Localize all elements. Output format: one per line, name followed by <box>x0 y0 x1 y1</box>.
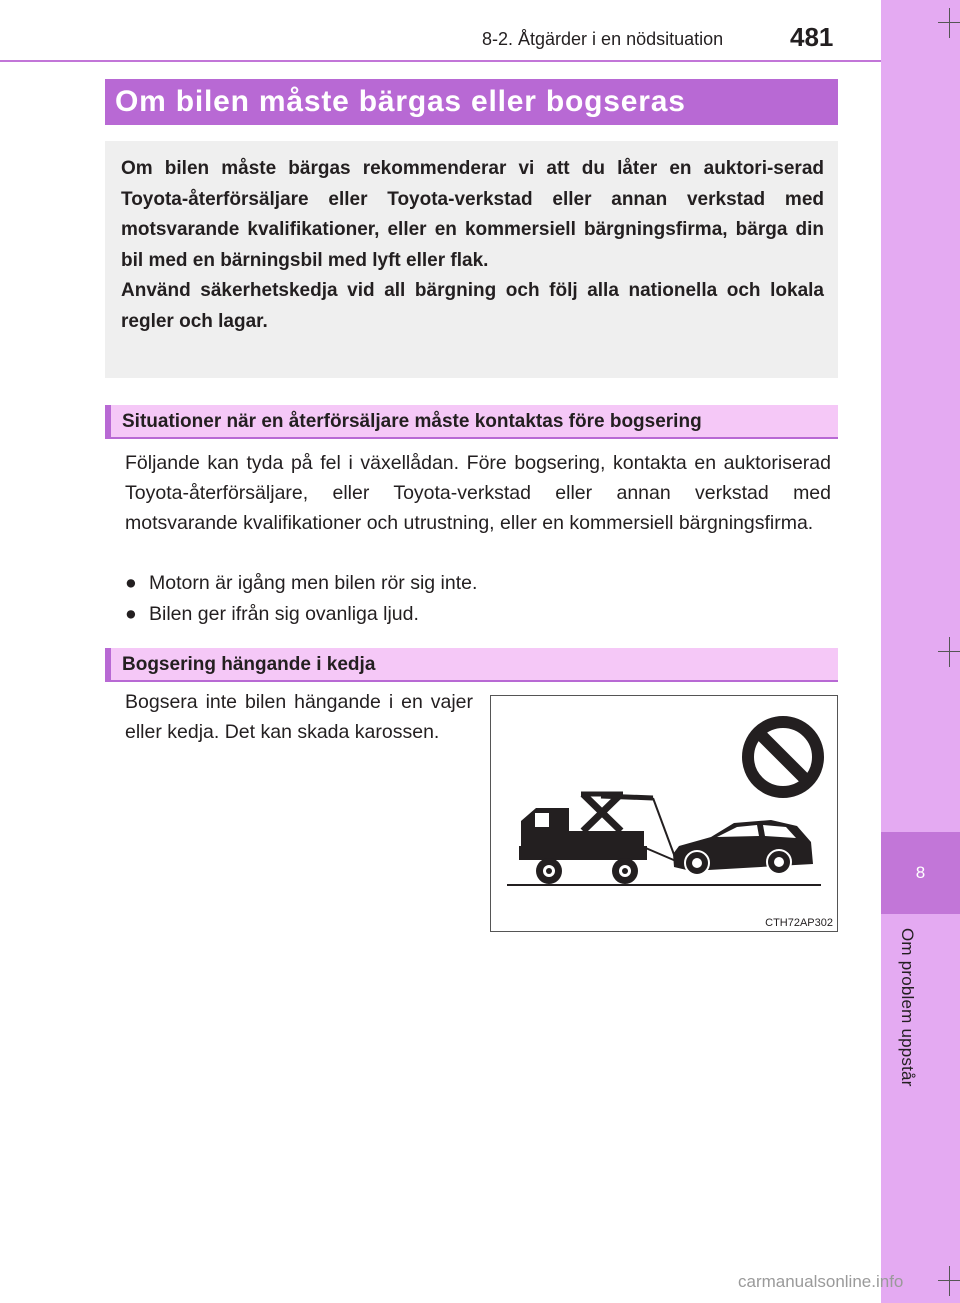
tow-truck-illustration <box>491 696 837 931</box>
car-icon <box>673 820 813 875</box>
bullet-text: Motorn är igång men bilen rör sig inte. <box>149 572 478 594</box>
intro-box <box>105 141 838 378</box>
intro-paragraph-2: Använd säkerhetskedja vid all bärgning och följ alla nationella och lokala regler och lagar. <box>121 280 824 332</box>
running-header-section: 8-2. Åtgärder i en nödsituation <box>482 29 724 49</box>
page-title: Om bilen måste bärgas eller bogseras <box>105 79 838 125</box>
crop-mark <box>949 8 950 38</box>
watermark: carmanualsonline.info <box>738 1272 904 1291</box>
bullet-icon: ● <box>125 572 137 594</box>
crop-mark <box>949 1266 950 1296</box>
page-number: 481 <box>790 22 834 52</box>
section2-paragraph: Bogsera inte bilen hängande i en vajer eller kedja. Det kan skada karossen. <box>125 691 473 743</box>
bullet-text: Bilen ger ifrån sig ovanliga ljud. <box>149 603 419 625</box>
figure-code: CTH72AP302 <box>765 917 833 929</box>
list-item <box>125 568 831 598</box>
section-heading-chain-tow: Bogsering hängande i kedja <box>105 648 838 682</box>
section1-paragraph: Följande kan tyda på fel i växellådan. Före bogsering, kontakta en auktoriserad Toyota-återförsäljare, eller Toyota-verkstad eller annan verkstad med motsvarande kvalifikationer och utrustning, eller en kommersiell bärgningsfirma. <box>125 452 831 534</box>
bullet-icon: ● <box>125 603 137 625</box>
chapter-number: 8 <box>881 832 960 914</box>
chapter-label: Om problem uppstår <box>898 928 917 1087</box>
crop-mark <box>949 637 950 667</box>
list-item <box>125 599 831 629</box>
prohibition-icon <box>748 722 818 792</box>
section-heading-dealer-contact: Situationer när en återförsäljare måste kontaktas före bogsering <box>105 405 838 439</box>
tow-truck-icon <box>519 794 676 884</box>
header-rule <box>0 60 881 62</box>
towing-prohibited-figure <box>490 695 838 932</box>
intro-paragraph-1: Om bilen måste bärgas rekommenderar vi att du låter en auktori-serad Toyota-återförsäljare eller Toyota-verkstad eller annan verkstad med motsvarande kvalifikationer, eller en kommersiell bärgningsfirma, bärga din bil med en bärningsbil med lyft eller flak. <box>121 158 824 271</box>
section1-body <box>125 448 831 538</box>
